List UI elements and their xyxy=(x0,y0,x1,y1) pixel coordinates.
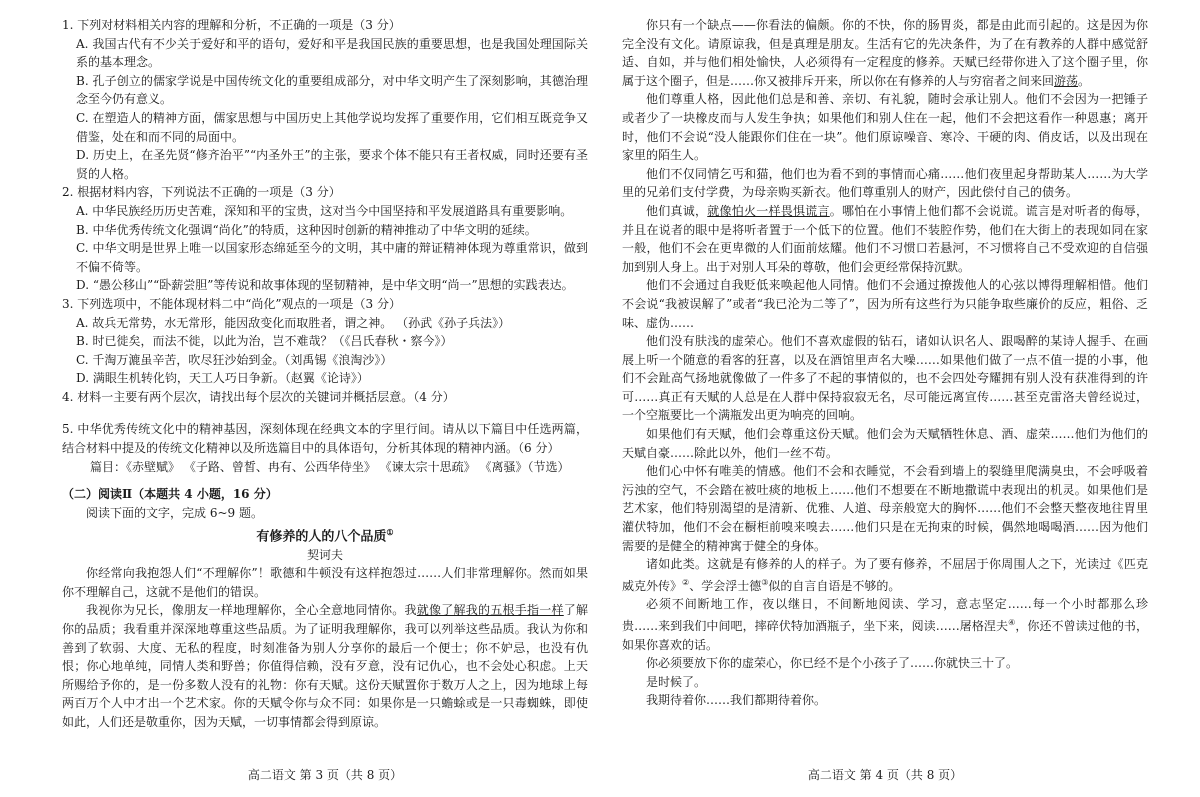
right-column xyxy=(622,16,1148,757)
question-3-option-c: C. 千淘万漉虽辛苦，吹尽狂沙始到金。（刘禹锡《浪淘沙》） xyxy=(76,352,393,367)
question-3-option-a: A. 故兵无常势，水无常形，能因敌变化而取胜者，谓之神。 （孙武《孙子兵法》） xyxy=(76,315,511,330)
paragraph-11-part-c: 似的自言自语是不够的。 xyxy=(768,578,901,593)
underlined-phrase-five-fingers: 就像了解我的五根手指一样 xyxy=(416,603,564,618)
question-5-book-list: 篇目：《赤壁赋》 《子路、曾皙、冉有、公西华侍坐》 《谏太宗十思疏》 《离骚》（节选） xyxy=(90,459,570,474)
paragraph-12-part-a: 必须不间断地工作，夜以继日，不间断地阅读、学习，意志坚定……每一个小时都那么珍贵……来到我们中间吧，摔碎伏特加酒瓶子，坐下来，阅读……屠格涅夫 xyxy=(622,597,1148,633)
article-paragraph-2-part-b: 了解你的品质；我看重并深深地尊重这些品质。为了证明我理解你，我可以列举这些品质。我认为你和善到了软弱、大度、无私的程度，时刻准备为别人分享你的最后一个便士；你不妒忌，也没有仇恨；你心地单纯，同情人类和野兽；你值得信赖，没有歹意，没有记仇心，也不会处心积虑。上天所赐给予你的，是一份多数人没有的礼物：你有天赋。这份天赋置你于数万人之上，因为地球上每两百万个人中才出一个艺术家。你的天赋令你与众不同：如果你是一只蟾蜍或是一只毒蜘蛛，即使如此，人们还是敬重你，因为天赋，一切事情都会得到原谅。 xyxy=(62,603,588,729)
question-1-stem: 1. 下列对材料相关内容的理解和分析，不正确的一项是（3 分） xyxy=(62,18,401,32)
question-2-option-a: A. 中华民族经历历史苦难，深知和平的宝贵，这对当今中国坚持和平发展道路具有重要影响。 xyxy=(76,203,573,218)
underlined-word-wander: 游荡 xyxy=(1054,73,1079,88)
footnote-mark-4: ④ xyxy=(1008,618,1016,627)
article-title xyxy=(62,523,588,546)
spacer xyxy=(62,406,588,420)
article-paragraph-4: 他们尊重人格，因此他们总是和善、亲切、有礼貌，随时会承让别人。他们不会因为一把锤子或者少了一块橡皮而与人发生争执；如果他们和别人住在一起，他们不会把这看作一种恩惠；离开时，他们不会说“没人能跟你们住在一块”。他们原谅噪音、寒冷、干硬的肉、俏皮话，以及出现在家里的陌生人。 xyxy=(622,92,1148,163)
section-heading: （二）阅读Ⅱ（本题共 4 小题，16 分） xyxy=(62,487,278,502)
article-paragraph-10: 他们心中怀有唯美的情感。他们不会和衣睡觉，不会看到墙上的裂缝里爬满臭虫，不会呼吸着污浊的空气，不会踏在被吐痰的地板上……他们不想要在不断地撒谎中表现出的机灵。如果他们是艺术家，他们特别渴望的是清新、优雅、人道、母亲般宽大的胸怀……他们不会整天整夜地往胃里灌伏特加，他们不会在橱柜前嗅来嗅去……他们只是在无拘束的时候，偶然地喝喝酒……因为他们需要的是健全的精神寓于健全的身体。 xyxy=(622,464,1148,553)
article-paragraph-11 xyxy=(622,555,1148,595)
section-instruction: 阅读下面的文字，完成 6~9 题。 xyxy=(86,506,263,521)
article-paragraph-2-part-a: 我视你为兄长，像朋友一样地理解你，全心全意地同情你。我 xyxy=(86,603,417,618)
question-2-option-d: D. “愚公移山”“卧薪尝胆”等传说和故事体现的坚韧精神，是中华文明“尚一”思想的实践表达。 xyxy=(76,278,574,293)
left-column xyxy=(62,16,588,757)
article-paragraph-7: 他们不会通过自我贬低来唤起他人同情。他们不会通过撩拨他人的心弦以博得理解相惜。他们不会说“我被误解了”或者“我已沦为二等了”，因为所有这些行为只能争取些廉价的反应，粗俗、乏味、虚伪…… xyxy=(622,278,1148,330)
paragraph-11-part-b: 、学会浮士德 xyxy=(689,578,762,593)
footnote-mark-2: ② xyxy=(682,577,690,587)
paragraph-3-part-a: 你只有一个缺点——你看法的偏颇。你的不快，你的肠胃炎，都是由此而引起的。这是因为你完全没有文化。请原谅我，但是真理是朋友。生活有它的先决条件，为了在有教养的人群中感觉舒适、自如，并与他们相处愉快，人必须得有一定程度的修养。天赋已经带你进入了这个圈子里，你属于这个圈子，但是……你又被排斥开来，所以你在有修养的人与穷宿者之间来回 xyxy=(622,18,1148,88)
article-paragraph-14: 是时候了。 xyxy=(646,674,707,689)
article-paragraph-13: 你必须要放下你的虚荣心，你已经不是个小孩子了……你就快三十了。 xyxy=(646,656,1019,671)
question-3-stem: 3. 下列选项中，不能体现材料二中“尚化”观点的一项是（3 分） xyxy=(62,296,401,311)
article-paragraph-2 xyxy=(62,601,588,731)
article-paragraph-8: 他们没有肤浅的虚荣心。他们不喜欢虚假的钻石，诸如认识名人、跟喝醉的某诗人握手、在画展上听一个随意的看客的狂喜，以及在酒馆里声名大噪……如果他们做了一点不值一提的小事，他们不会趾高气扬地就像做了一件多了不起的事情似的，也不会四处夸耀拥有别人没有获准得到的许可……真正有天赋的人总是在人群中保持寂寂无名，尽可能远离宣传……甚至克雷洛夫曾经说过，一个空瓶要比一个满瓶发出更为响亮的回响。 xyxy=(622,334,1148,423)
article-paragraph-5: 他们不仅同情乞丐和猫，他们也为看不到的事情而心痛……他们夜里起身帮助某人……为大学里的兄弟们支付学费，为母亲购买新衣。他们尊重别人的财产，因此偿付自己的债务。 xyxy=(622,166,1148,200)
question-2-option-c: C. 中华文明是世界上唯一以国家形态绵延至今的文明，其中庸的辩证精神体现为尊重常识，做到不偏不倚等。 xyxy=(76,241,588,274)
article-paragraph-15: 我期待着你……我们都期待着你。 xyxy=(646,693,827,708)
article-author: 契诃夫 xyxy=(306,548,343,563)
article-title-text: 有修养的人的八个品质 xyxy=(256,529,387,545)
question-3-option-d: D. 满眼生机转化钧，天工人巧日争新。（赵翼《论诗》） xyxy=(76,371,369,386)
article-paragraph-1: 你经常向我抱怨人们“不理解你”！歌德和牛顿没有这样抱怨过……人们非常理解你。然而如果你不理解自己，这就不是他们的错误。 xyxy=(62,566,588,599)
paragraph-3-part-b: 。 xyxy=(1078,73,1091,88)
article-paragraph-6 xyxy=(622,202,1148,276)
page-footer-right: 高二语文 第 4 页（共 8 页） xyxy=(807,768,963,782)
question-2-stem: 2. 根据材料内容，下列说法不正确的一项是（3 分） xyxy=(62,185,341,200)
question-1-option-d: D. 历史上，在圣先贤“修齐治平”“内圣外王”的主张，要求个体不能只有王者权威，同时还要有圣贤的人格。 xyxy=(76,148,588,181)
question-3-option-b: B. 时已徙矣，而法不徙，以此为治，岂不难哉？（《吕氏春秋・察今》） xyxy=(76,334,453,349)
paragraph-12-part-b: ，你还不曾读过他的书，如果你喜欢的话。 xyxy=(622,619,1148,652)
question-1-option-b: B. 孔子创立的儒家学说是中国传统文化的重要组成部分，对中华文明产生了深刻影响，其德治理念至今仍有意义。 xyxy=(76,73,588,107)
article-paragraph-9: 如果他们有天赋，他们会尊重这份天赋。他们会为天赋牺牲休息、酒、虚荣……他们为他们的天赋自豪……除此以外，他们一丝不苟。 xyxy=(622,427,1148,460)
question-5-stem: 5. 中华优秀传统文化中的精神基因，深刻体现在经典文本的字里行间。请从以下篇目中任选两篇，结合材料中提及的传统文化精神以及所选篇目中的具体语句，分析其体现的精神内涵。（6 分） xyxy=(62,422,588,456)
footnote-mark-3: ③ xyxy=(761,577,769,587)
spacer xyxy=(62,476,588,484)
paragraph-11-part-a: 诸如此类。这就是有修养的人的样子。为了要有修养，不屈居于你周围人之下，光读过《匹克威克外传》 xyxy=(622,557,1148,593)
paragraph-6-part-b: 。哪怕在小事情上他们都不会说谎。谎言是对听者的侮辱，并且在说者的眼中是将听者置于一个低下的位置。他们不装腔作势，他们在大街上的表现如同在家一般，他们不会在更卑微的人们面前炫耀。他们不习惯口若悬河，不习惯将自己不受欢迎的自信强加到别人身上。出于对别人耳朵的尊敬，他们会更经常保持沉默。 xyxy=(622,203,1148,274)
question-2-option-b: B. 中华优秀传统文化强调“尚化”的特质，这种因时创新的精神推动了中华文明的延续。 xyxy=(76,222,537,237)
article-paragraph-12 xyxy=(622,595,1148,654)
question-1-option-c: C. 在塑造人的精神方面，儒家思想与中国历史上其他学说均发挥了重要作用，它们相互既竞争又借鉴，处在和而不同的局面中。 xyxy=(76,110,588,144)
underlined-phrase-fear-lies: 就像怕火一样畏惧谎言 xyxy=(707,203,830,218)
article-paragraph-3 xyxy=(622,16,1148,90)
question-4-stem: 4. 材料一主要有两个层次，请找出每个层次的关键词并概括层意。（4 分） xyxy=(62,389,455,404)
paragraph-6-part-a: 他们真诚， xyxy=(646,203,708,218)
page-footer-left: 高二语文 第 3 页（共 8 页） xyxy=(247,768,403,782)
question-1-option-a: A. 我国古代有不少关于爱好和平的语句，爱好和平是我国民族的重要思想，也是我国处理国际关系的基本理念。 xyxy=(76,36,588,70)
article-title-footnote-mark: ① xyxy=(386,526,394,537)
